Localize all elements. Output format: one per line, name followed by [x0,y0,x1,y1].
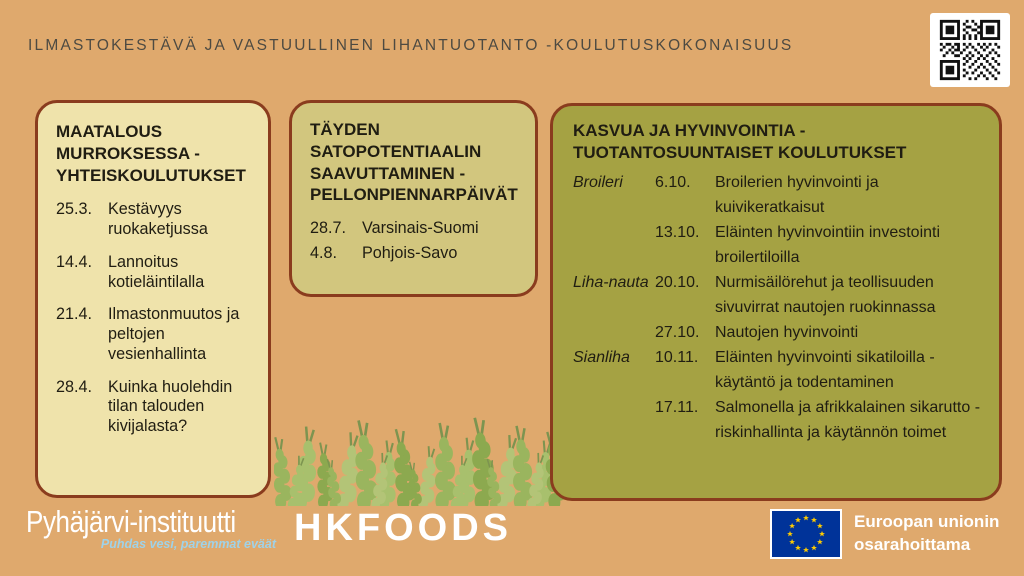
event-list [573,170,981,445]
pyhajarvi-instituutti-logo [26,504,276,551]
event-category: Broileri [573,173,623,191]
event-text: Salmonella ja afrikkalainen sikarutto - riskinhallinta ja käytännön toimet [715,398,981,441]
eu-funding-line1: Euroopan unionin [854,512,1000,532]
event-row [573,345,981,395]
event-row [56,378,252,437]
event-date: 4.8. [310,243,338,262]
event-date: 17.11. [655,398,699,416]
event-row [56,305,252,364]
event-text: Pohjois-Savo [362,243,458,262]
footer [0,498,1024,576]
event-row [573,170,981,220]
event-row [573,320,981,345]
event-date: 28.7. [310,219,347,237]
event-date: 27.10. [655,323,700,341]
event-row [310,219,519,239]
event-date: 21.4. [56,305,93,324]
event-category: Liha-nauta [573,273,649,291]
event-text: Nurmisäilörehut ja teollisuuden sivuvirrat nautojen ruokinnassa [715,273,936,316]
event-category [573,320,655,345]
event-list [56,200,252,437]
event-date: 28.4. [56,377,93,396]
event-text: Eläinten hyvinvointiin investointi broilertiloilla [715,223,941,266]
event-date: 6.10. [655,173,691,191]
eu-funding-line2: osarahoittama [854,535,971,554]
event-row [310,244,519,264]
event-date: 10.11. [655,348,699,366]
event-row [56,200,252,240]
hkfoods-logo: HKFOODS [294,507,512,549]
pyhajarvi-tagline: Puhdas vesi, paremmat eväät [100,537,276,551]
event-category [573,220,655,270]
event-row [56,253,252,293]
event-row [573,395,981,445]
event-category [573,395,655,445]
panel-yhteiskoulutukset [35,100,271,498]
event-text: Ilmastonmuutos ja peltojen vesienhallinta [108,305,240,363]
event-category: Sianliha [573,348,630,366]
event-text: Lannoitus kotieläintilalla [108,252,205,291]
qr-pattern [935,17,1005,83]
event-date: 20.10. [655,273,700,291]
page-title: ILMASTOKESTÄVÄ JA VASTUULLINEN LIHANTUOTANTO -KOULUTUSKOKONAISUUS [28,37,794,54]
panel-tuotantosuuntaiset [550,103,1002,501]
event-list [310,219,519,264]
eu-funding-text [854,511,999,557]
event-date: 14.4. [56,252,93,271]
event-row [573,220,981,270]
event-text: Eläinten hyvinvointi sikatiloilla - käytäntö ja todentaminen [715,348,935,391]
wheat-photo [274,296,568,506]
panel-title: TÄYDEN SATOPOTENTIAALIN SAAVUTTAMINEN -PELLONPIENNARPÄIVÄT [310,120,518,205]
panel-title: MAATALOUS MURROKSESSA -YHTEISKOULUTUKSET [56,122,246,185]
eu-funding-block [770,509,999,559]
qr-code-icon [930,13,1010,87]
event-text: Kestävyys ruokaketjussa [108,200,208,239]
event-date: 13.10. [655,223,700,241]
event-row [573,270,981,320]
event-date: 25.3. [56,200,93,219]
panel-pellonpiennarpaivat [289,100,538,297]
pyhajarvi-logo-text: Pyhäjärvi-instituutti [26,504,236,539]
event-text: Kuinka huolehdin tilan talouden kivijalasta? [108,377,233,436]
event-text: Broilerien hyvinvointi ja kuivikeratkaisut [715,173,879,216]
event-text: Varsinais-Suomi [362,219,479,237]
panel-title: KASVUA JA HYVINVOINTIA -TUOTANTOSUUNTAISET KOULUTUKSET [573,121,907,162]
eu-flag-icon [770,509,842,559]
event-text: Nautojen hyvinvointi [715,323,859,341]
